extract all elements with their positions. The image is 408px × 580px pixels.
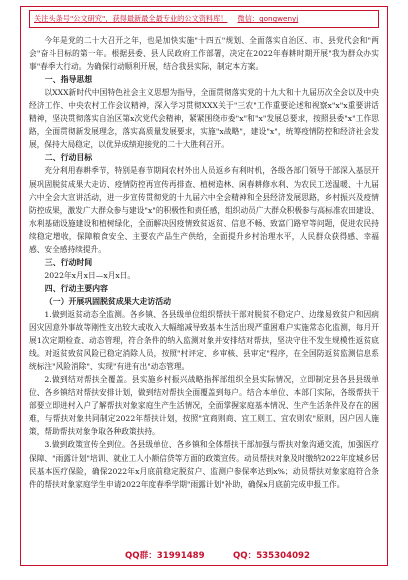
action-time-paragraph: 2022年x月x日—x月x日。 <box>44 270 136 280</box>
banner-wechat-link[interactable]: 微信：gongwenyj <box>237 14 299 23</box>
banner-promo-link[interactable]: 关注头条号"公文研究"，获得最新最全最专业的公文资料库！ <box>34 14 228 23</box>
document-frame <box>20 6 388 566</box>
subsection-heading-visits: （一）开展巩固脱贫成果大走访活动 <box>44 296 172 306</box>
item-1-paragraph: 1.做到返贫动态全监测。各乡镇、各县级单位组织帮扶干部对脱贫不稳定户、边缘易致贫户和因病因灾因意外事故等刚性支出较大或收入大幅缩减导致基本生活出现严重困难户实施常态化监测，每月开展1次定期检查、动态管理，符合条件的纳入监测对象并安排结对帮扶，坚决守住不发生规模性返贫底线。对返贫致贫风险已稳定消除人员，按照"村评定、乡审核、县审定"程序，在全国防返贫监测信息系统标注"风险消除"、实现"有进有出"动态管理。 <box>29 309 379 372</box>
section-heading-action-time: 三、行动时间 <box>44 257 93 267</box>
guiding-ideology-paragraph: 以XXX新时代中国特色社会主义思想为指导，全面贯彻落实党的十九大和十九届历次全会以及中央经济工作、中央农村工作会议精神，深入学习贯彻XXX关于"三农"工作重要论述和视察x"x"x重要讲话精神，坚决贯彻落实自治区第x次党代会精神，紧紧围绕市委"x"和"x"发展总要求，按照县委"x"工作思路，全面贯彻新发展理念，落实高质量发展要求，实施"x战略"，建设"x"，统筹疫情防控和经济社会发展，保持大局稳定，以优异成绩迎接党的二十大胜利召开。 <box>29 88 379 150</box>
section-heading-main-content: 四、行动主要内容 <box>44 283 108 293</box>
document-body <box>29 34 379 542</box>
item-2-paragraph: 2.做到结对帮扶全覆盖。县实施乡村振兴战略指挥部组织全县实际情况，立即制定县各县县级单位、各乡镇结对帮扶安排计划，做到结对帮扶全面覆盖到每户。结合本单位、本部门实际，各级帮扶干部要立即进村入户了解帮扶对象家庭生产生活情况，全面掌握家庭基本情况、生产生活条件及存在的困难，与帮扶对象共同制定2022年帮扶计划，按照"宜商则商、宜工则工、宜农则农"原则，因户因人施策，帮助帮扶对象争取各种政策扶持。 <box>29 375 379 437</box>
item-3-paragraph: 3.做到政策宣传全到位。各县级单位、各乡镇和全体帮扶干部加强与帮扶对象沟通交流，加强医疗保障、"雨露计划"培训、就业工人小额信贷等方面的政策宣传。动员帮扶对象及时缴纳2022年度城乡居民基本医疗保险，确保2022年x月底前稳定脱贫户、监测户参保率达到x%；动员帮扶对象家庭符合条件的帮扶对象家庭学生申请2022年度春季学期"雨露计划"补助，确保x月底前完成申报工作。 <box>29 440 379 489</box>
action-goals-paragraph: 充分利用春耕季节，特别是春节期间农村外出人员返乡有利时机，各级各部门领导干部深入基层开展巩固脱贫成果大走访、疫情防控再宣传再排查、植树造林、闲春耕修水利、为农民工送温暖、十九届六中全会大宣讲活动，进一步宣传贯彻党的十九届六中全会精神和全县经济发展思路，乡村振兴及疫情防控成果，激发广大群众参与建设"x"的积极性和责任感，组织动员广大群众积极参与高标准农田建设、水利基础设施建设和植树绿化，全面解决因疫情致贫返贫、信息不畅、致富门路窄等问题，促进农民持续稳定增收，保障粮食安全、主要农产品生产供给，全面提升乡村治理水平，人民群众获得感、幸福感、安全感持续提升。 <box>29 166 379 254</box>
qq-group-number: QQ群：31991489 <box>125 551 205 561</box>
qq-number: QQ：535304092 <box>233 551 311 561</box>
section-heading-guiding-ideology: 一、指导思想 <box>44 75 93 85</box>
contact-footer <box>21 545 387 565</box>
intro-paragraph: 今年是党的二十大召开之年，也是加快实施"十四五"规划、全面落实自治区、市、县党代会和"两会"奋斗目标的第一年。根据县委、县人民政府工作部署，决定在2022年春耕时期开展"我为群众办实事"春季大行动。为确保行动顺利开展，结合我县实际，制定本方案。 <box>29 36 379 72</box>
promo-banner[interactable] <box>29 10 379 28</box>
section-heading-action-goals: 二、行动目标 <box>44 153 93 163</box>
